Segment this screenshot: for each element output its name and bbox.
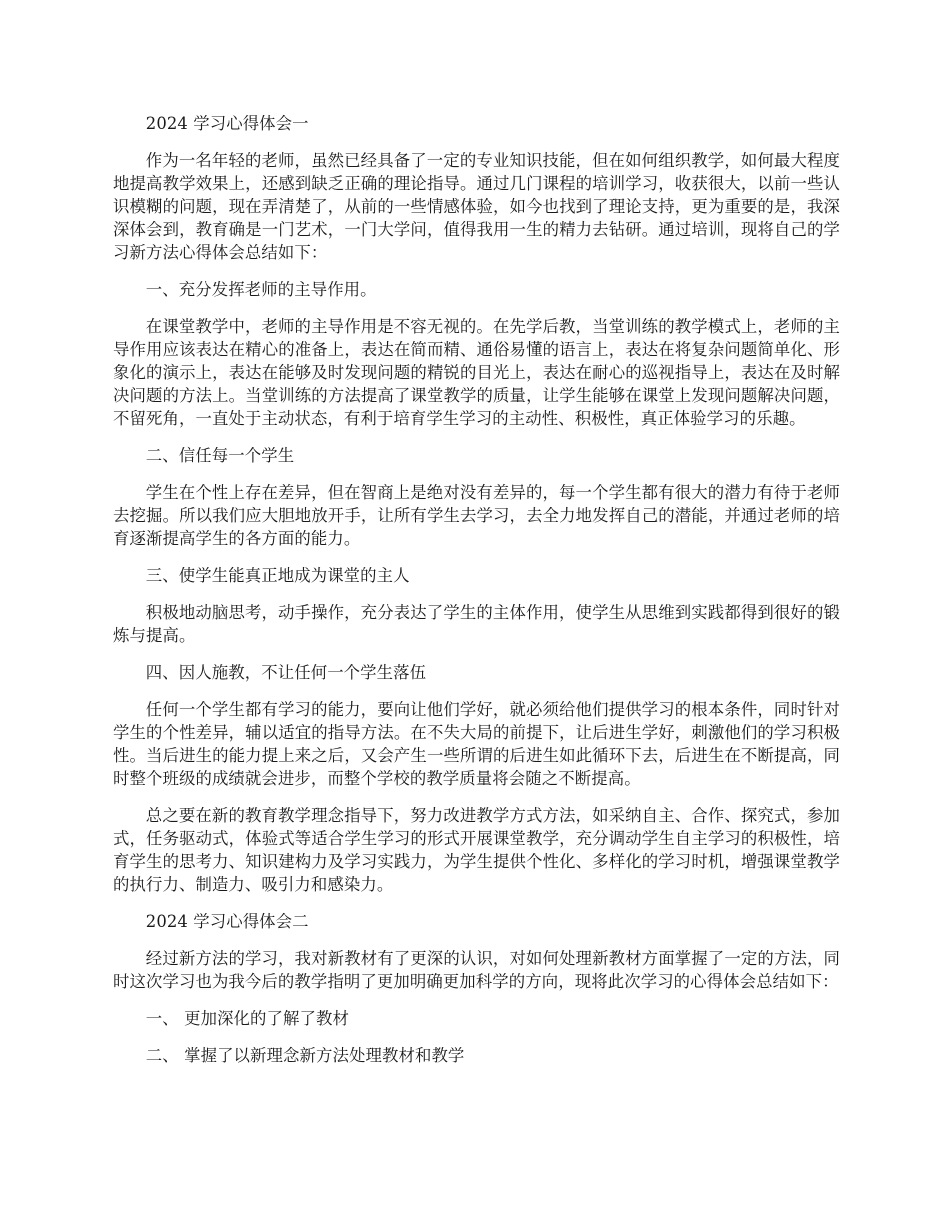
point-heading-3: 三、使学生能真正地成为课堂的主人 — [145, 566, 410, 585]
summary-paragraph: 总之要在新的教育教学理念指导下，努力改进教学方式方法，如采纳自主、合作、探究式，参加式，任务驱动式，体验式等适合学生学习的形式开展课堂教学，充分调动学生自主学习的积极性，培育学生的思考力、知识建构力及学习实践力，为学生提供个性化、多样化的学习时机，增强课堂教学的执行力、制造力、吸引力和感染力。 — [113, 806, 840, 894]
point-paragraph-3: 积极地动脑思考，动手操作，充分表达了学生的主体作用，使学生从思维到实践都得到很好的锻炼与提高。 — [113, 603, 840, 645]
point-heading-2: 二、信任每一个学生 — [145, 446, 295, 465]
section-2-point-2: 二、 掌握了以新理念新方法处理教材和教学 — [145, 1046, 465, 1065]
intro-paragraph: 作为一名年轻的老师，虽然已经具备了一定的专业知识技能，但在如何组织教学，如何最大程度地提高教学效果上，还感到缺乏正确的理论指导。通过几门课程的培训学习，收获很大，以前一些认识模糊的问题，现在弄清楚了，从前的一些情感体验，如今也找到了理论支持，更为重要的是，我深深体会到，教育确是一门艺术，一门大学问，值得我用一生的精力去钻研。通过培训，现将自己的学习新方法心得体会总结如下： — [113, 151, 840, 262]
document-page — [113, 112, 840, 1081]
point-heading-4: 四、因人施教，不让任何一个学生落伍 — [145, 663, 427, 682]
point-paragraph-2: 学生在个性上存在差异，但在智商上是绝对没有差异的，每一个学生都有很大的潜力有待于老师去挖掘。所以我们应大胆地放开手，让所有学生去学习，去全力地发挥自己的潜能，并通过老师的培育逐渐提高学生的各方面的能力。 — [113, 483, 840, 548]
point-paragraph-4: 任何一个学生都有学习的能力，要向让他们学好，就必须给他们提供学习的根本条件，同时针对学生的个性差异，辅以适宜的指导方法。在不失大局的前提下，让后进生学好，刺激他们的学习积极性。当后进生的能力提上来之后，又会产生一些所谓的后进生如此循环下去，后进生在不断提高，同时整个班级的成绩就会进步，而整个学校的教学质量将会随之不断提高。 — [113, 700, 840, 788]
section-title-2: 2024 学习心得体会二 — [145, 912, 309, 931]
point-heading-1: 一、充分发挥老师的主导作用。 — [145, 280, 377, 299]
point-paragraph-1: 在课堂教学中，老师的主导作用是不容无视的。在先学后教，当堂训练的教学模式上，老师的主导作用应该表达在精心的准备上，表达在简而精、通俗易懂的语言上，表达在将复杂问题简单化、形象化的演示上，表达在能够及时发现问题的精锐的目光上，表达在耐心的巡视指导上，表达在及时解决问题的方法上。当堂训练的方法提高了课堂教学的质量，让学生能够在课堂上发现问题解决问题，不留死角，一直处于主动状态，有利于培育学生学习的主动性、积极性，真正体验学习的乐趣。 — [113, 317, 840, 428]
section-title-1: 2024 学习心得体会一 — [145, 114, 309, 133]
section-2-point-1: 一、 更加深化的了解了教材 — [145, 1009, 349, 1028]
section-2-intro-paragraph: 经过新方法的学习，我对新教材有了更深的认识，对如何处理新教材方面掌握了一定的方法，同时这次学习也为我今后的教学指明了更加明确更加科学的方向，现将此次学习的心得体会总结如下： — [113, 949, 840, 991]
